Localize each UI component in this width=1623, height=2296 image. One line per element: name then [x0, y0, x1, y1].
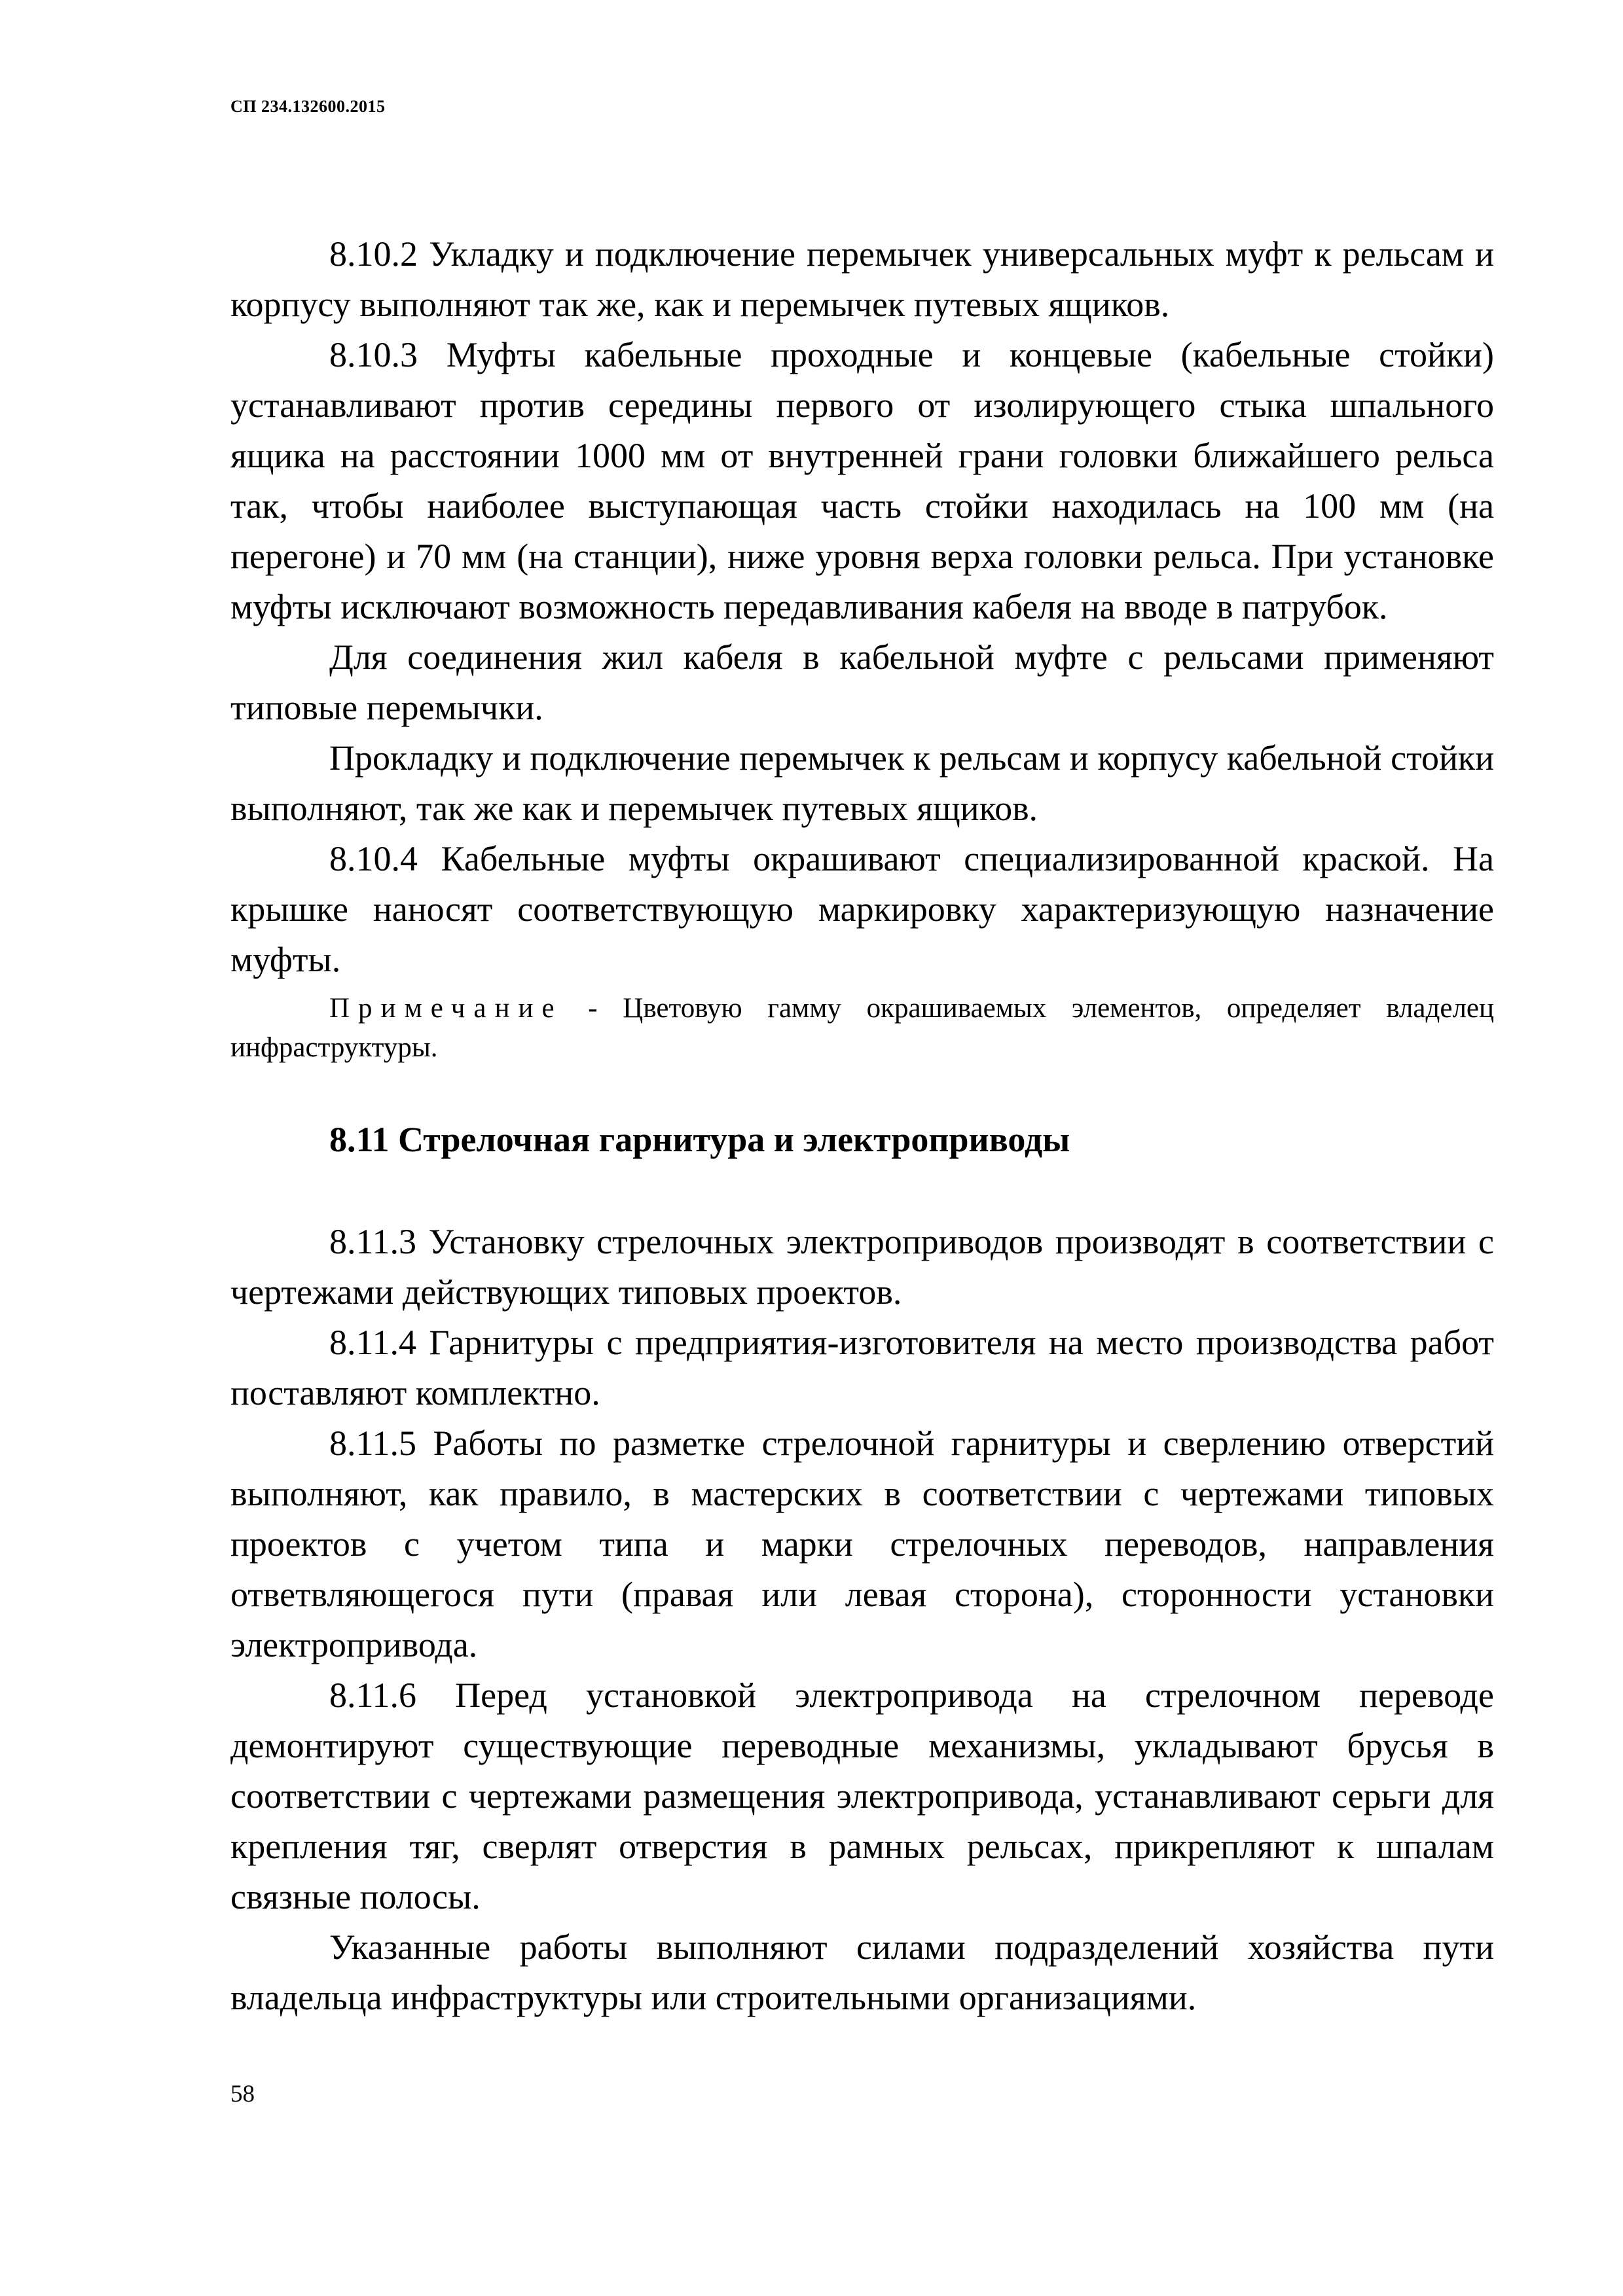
paragraph-jumper-installation: Прокладку и подключение перемычек к рельсам и корпусу кабельной стойки выполняют, так же как и перемычек путевых ящиков.: [230, 738, 1494, 828]
page-number: 58: [230, 2081, 255, 2108]
document-code-header: СП 234.132600.2015: [230, 97, 386, 116]
paragraph-8-11-6: 8.11.6 Перед установкой электропривода на стрелочном переводе демонтируют существующие переводные механизмы, укладывают брусья в соответствии с чертежами размещения электропривода, устанавливают серьги для крепления тяг, сверлят отверстия в рамных рельсах, прикрепляют к шпалам связные полосы.: [230, 1676, 1494, 1916]
paragraph-8-11-4: 8.11.4 Гарнитуры с предприятия-изготовителя на место производства работ поставляют комплектно.: [230, 1323, 1494, 1412]
section-heading-8-11: 8.11 Стрелочная гарнитура и электроприводы: [329, 1120, 1070, 1159]
spacer: [230, 1165, 1494, 1217]
paragraph-8-10-3: 8.10.3 Муфты кабельные проходные и концевые (кабельные стойки) устанавливают против середины первого от изолирующего стыка шпального ящика на расстоянии 1000 мм от внутренней грани головки ближайшего рельса так, чтобы наиболее выступающая часть стойки находилась на 100 мм (на перегоне) и 70 мм (на станции), ниже уровня верха головки рельса. При установке муфты исключают возможность передавливания кабеля на вводе в патрубок.: [230, 335, 1494, 626]
paragraph-works-performed: Указанные работы выполняют силами подразделений хозяйства пути владельца инфраструктуры или строительными организациями.: [230, 1928, 1494, 2017]
paragraph-8-11-5: 8.11.5 Работы по разметке стрелочной гарнитуры и сверлению отверстий выполняют, как правило, в мастерских в соответствии с чертежами типовых проектов с учетом типа и марки стрелочных переводов, направления ответвляющегося пути (правая или левая сторона), сторонности установки электропривода.: [230, 1424, 1494, 1664]
note-label: Примечание: [329, 993, 563, 1024]
paragraph-8-10-4: 8.10.4 Кабельные муфты окрашивают специализированной краской. На крышке наносят соответствующую маркировку характеризующую назначение муфты.: [230, 839, 1494, 979]
paragraph-8-10-2: 8.10.2 Укладку и подключение перемычек универсальных муфт к рельсам и корпусу выполняют так же, как и перемычек путевых ящиков.: [230, 234, 1494, 324]
paragraph-cable-jumpers: Для соединения жил кабеля в кабельной муфте с рельсами применяют типовые перемычки.: [230, 637, 1494, 727]
note-paragraph: [230, 985, 1494, 1067]
note-separator: -: [562, 993, 623, 1024]
page-content: [230, 229, 1494, 2023]
note-text: Цветовую гамму окрашиваемых элементов, определяет владелец инфраструктуры.: [230, 993, 1494, 1063]
spacer: [230, 1067, 1494, 1115]
paragraph-8-11-3: 8.11.3 Установку стрелочных электроприводов производят в соответствии с чертежами действующих типовых проектов.: [230, 1222, 1494, 1312]
